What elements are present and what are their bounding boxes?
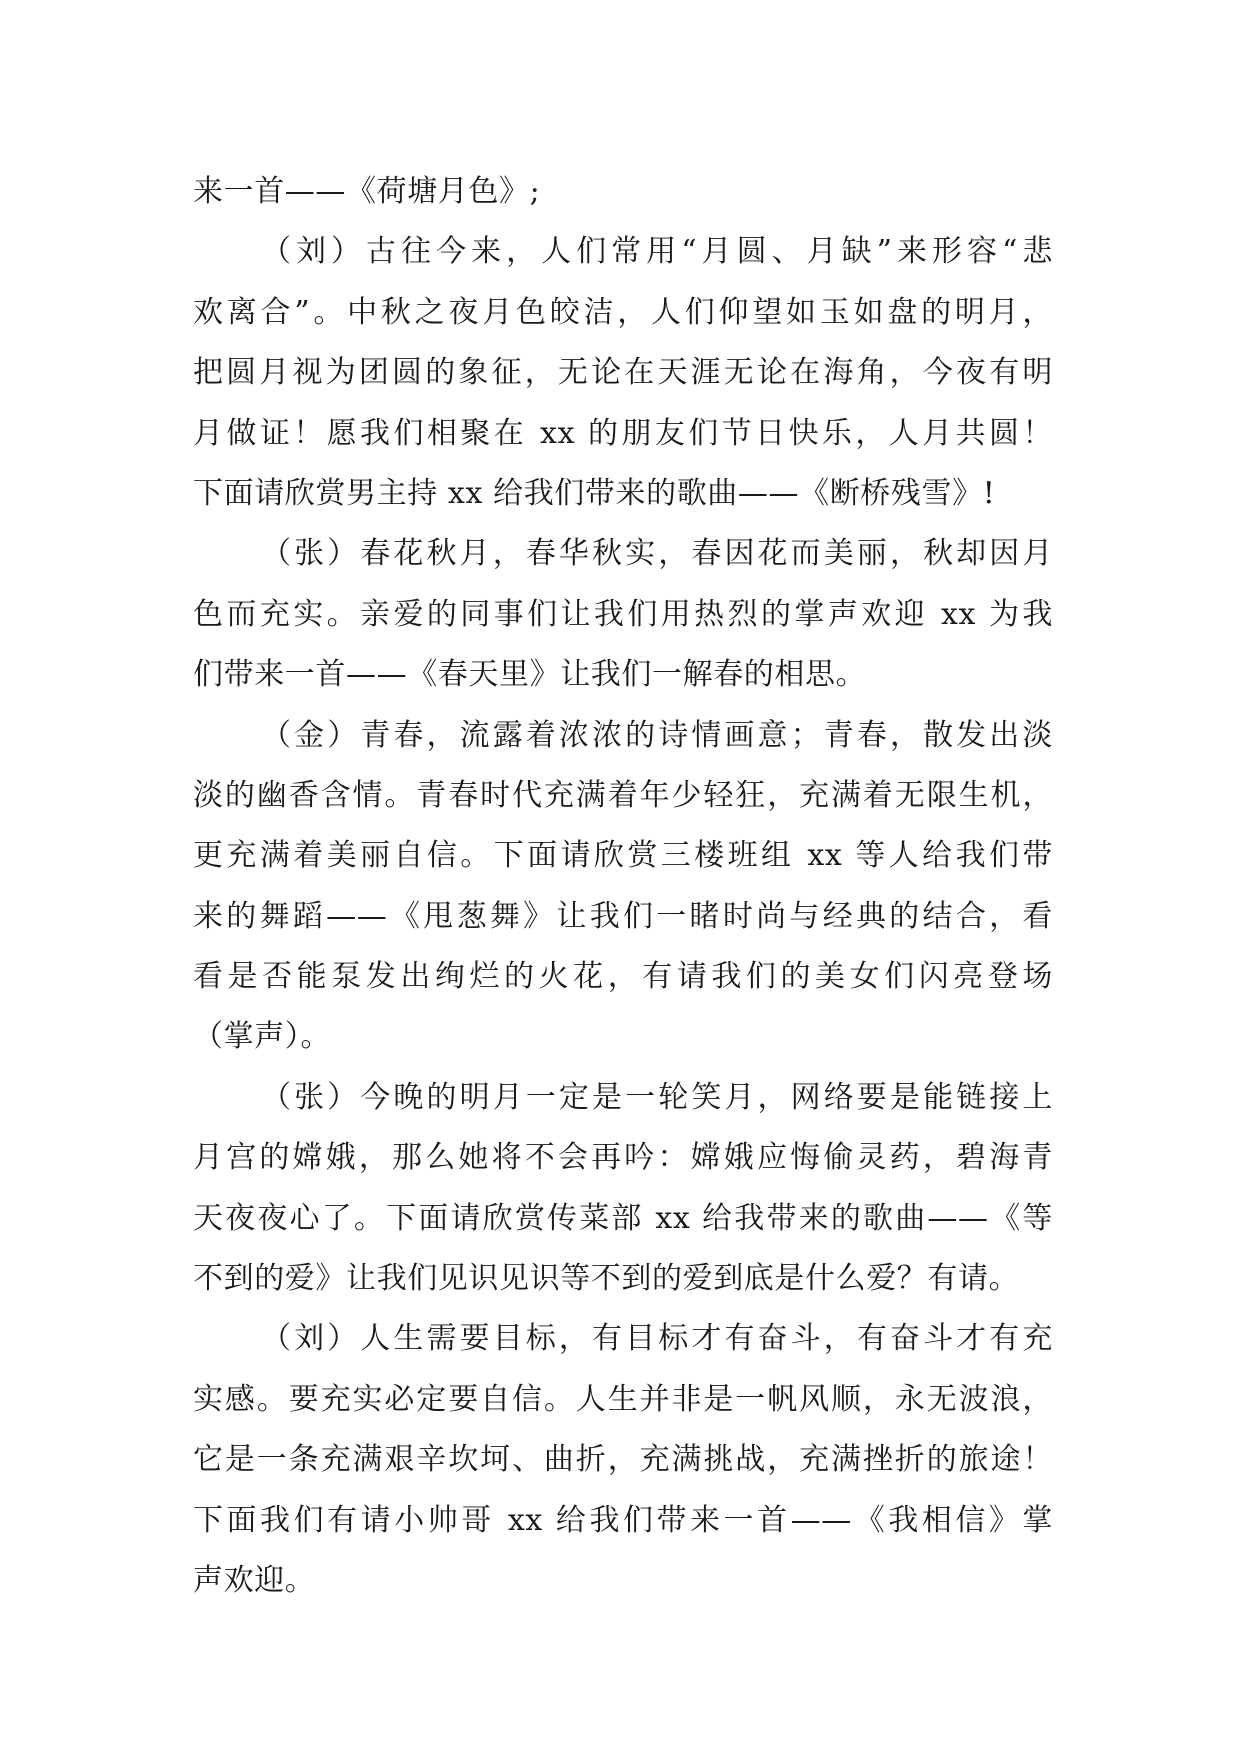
- document-line: 它是一条充满艰辛坎坷、曲折，充满挑战，充满挫折的旅途！: [193, 1442, 1053, 1478]
- document-body: [193, 162, 1053, 1611]
- document-line: （张）春花秋月，春华秋实，春因花而美丽，秋却因月: [261, 536, 1053, 572]
- document-line: 不到的爱》让我们见识见识等不到的爱到底是什么爱？有请。: [193, 1261, 1020, 1297]
- document-line: 们带来一首——《春天里》让我们一解春的相思。: [193, 657, 867, 693]
- document-line: （张）今晚的明月一定是一轮笑月，网络要是能链接上: [261, 1079, 1053, 1115]
- document-line: 来一首——《荷塘月色》;: [193, 174, 541, 209]
- document-line: 月做证！愿我们相聚在 xx 的朋友们节日快乐，人月共圆！: [193, 415, 1053, 451]
- document-line: 月宫的嫦娥，那么她将不会再吟：嫦娥应悔偷灵药，碧海青: [193, 1140, 1053, 1176]
- document-line: 来的舞蹈——《甩葱舞》让我们一睹时尚与经典的结合，看: [193, 898, 1053, 934]
- document-line: 看是否能泵发出绚烂的火花，有请我们的美女们闪亮登场: [193, 959, 1053, 995]
- document-line: 更充满着美丽自信。下面请欣赏三楼班组 xx 等人给我们带: [193, 838, 1053, 874]
- document-line: 下面我们有请小帅哥 xx 给我们带来一首——《我相信》掌: [193, 1502, 1053, 1538]
- document-line: 下面请欣赏男主持 xx 给我们带来的歌曲——《断桥残雪》!: [193, 475, 996, 511]
- document-line: 实感。要充实必定要自信。人生并非是一帆风顺，永无波浪，: [193, 1381, 1053, 1417]
- document-line: （掌声）。: [193, 1019, 331, 1055]
- document-line: （刘）古往今来，人们常用“月圆、月缺”来形容“悲: [261, 234, 1053, 270]
- document-line: 淡的幽香含情。青春时代充满着年少轻狂，充满着无限生机，: [193, 777, 1053, 813]
- document-line: （刘）人生需要目标，有目标才有奋斗，有奋斗才有充: [261, 1321, 1053, 1357]
- document-line: 欢离合”。中秋之夜月色皎洁，人们仰望如玉如盘的明月，: [193, 294, 1053, 330]
- document-line: 把圆月视为团圆的象征，无论在天涯无论在海角，今夜有明: [193, 355, 1053, 391]
- document-line: 色而充实。亲爱的同事们让我们用热烈的掌声欢迎 xx 为我: [193, 596, 1053, 632]
- document-line: 声欢迎。: [193, 1562, 316, 1598]
- document-line: （金）青春，流露着浓浓的诗情画意；青春，散发出淡: [261, 717, 1053, 753]
- document-line: 天夜夜心了。下面请欣赏传菜部 xx 给我带来的歌曲——《等: [193, 1200, 1053, 1236]
